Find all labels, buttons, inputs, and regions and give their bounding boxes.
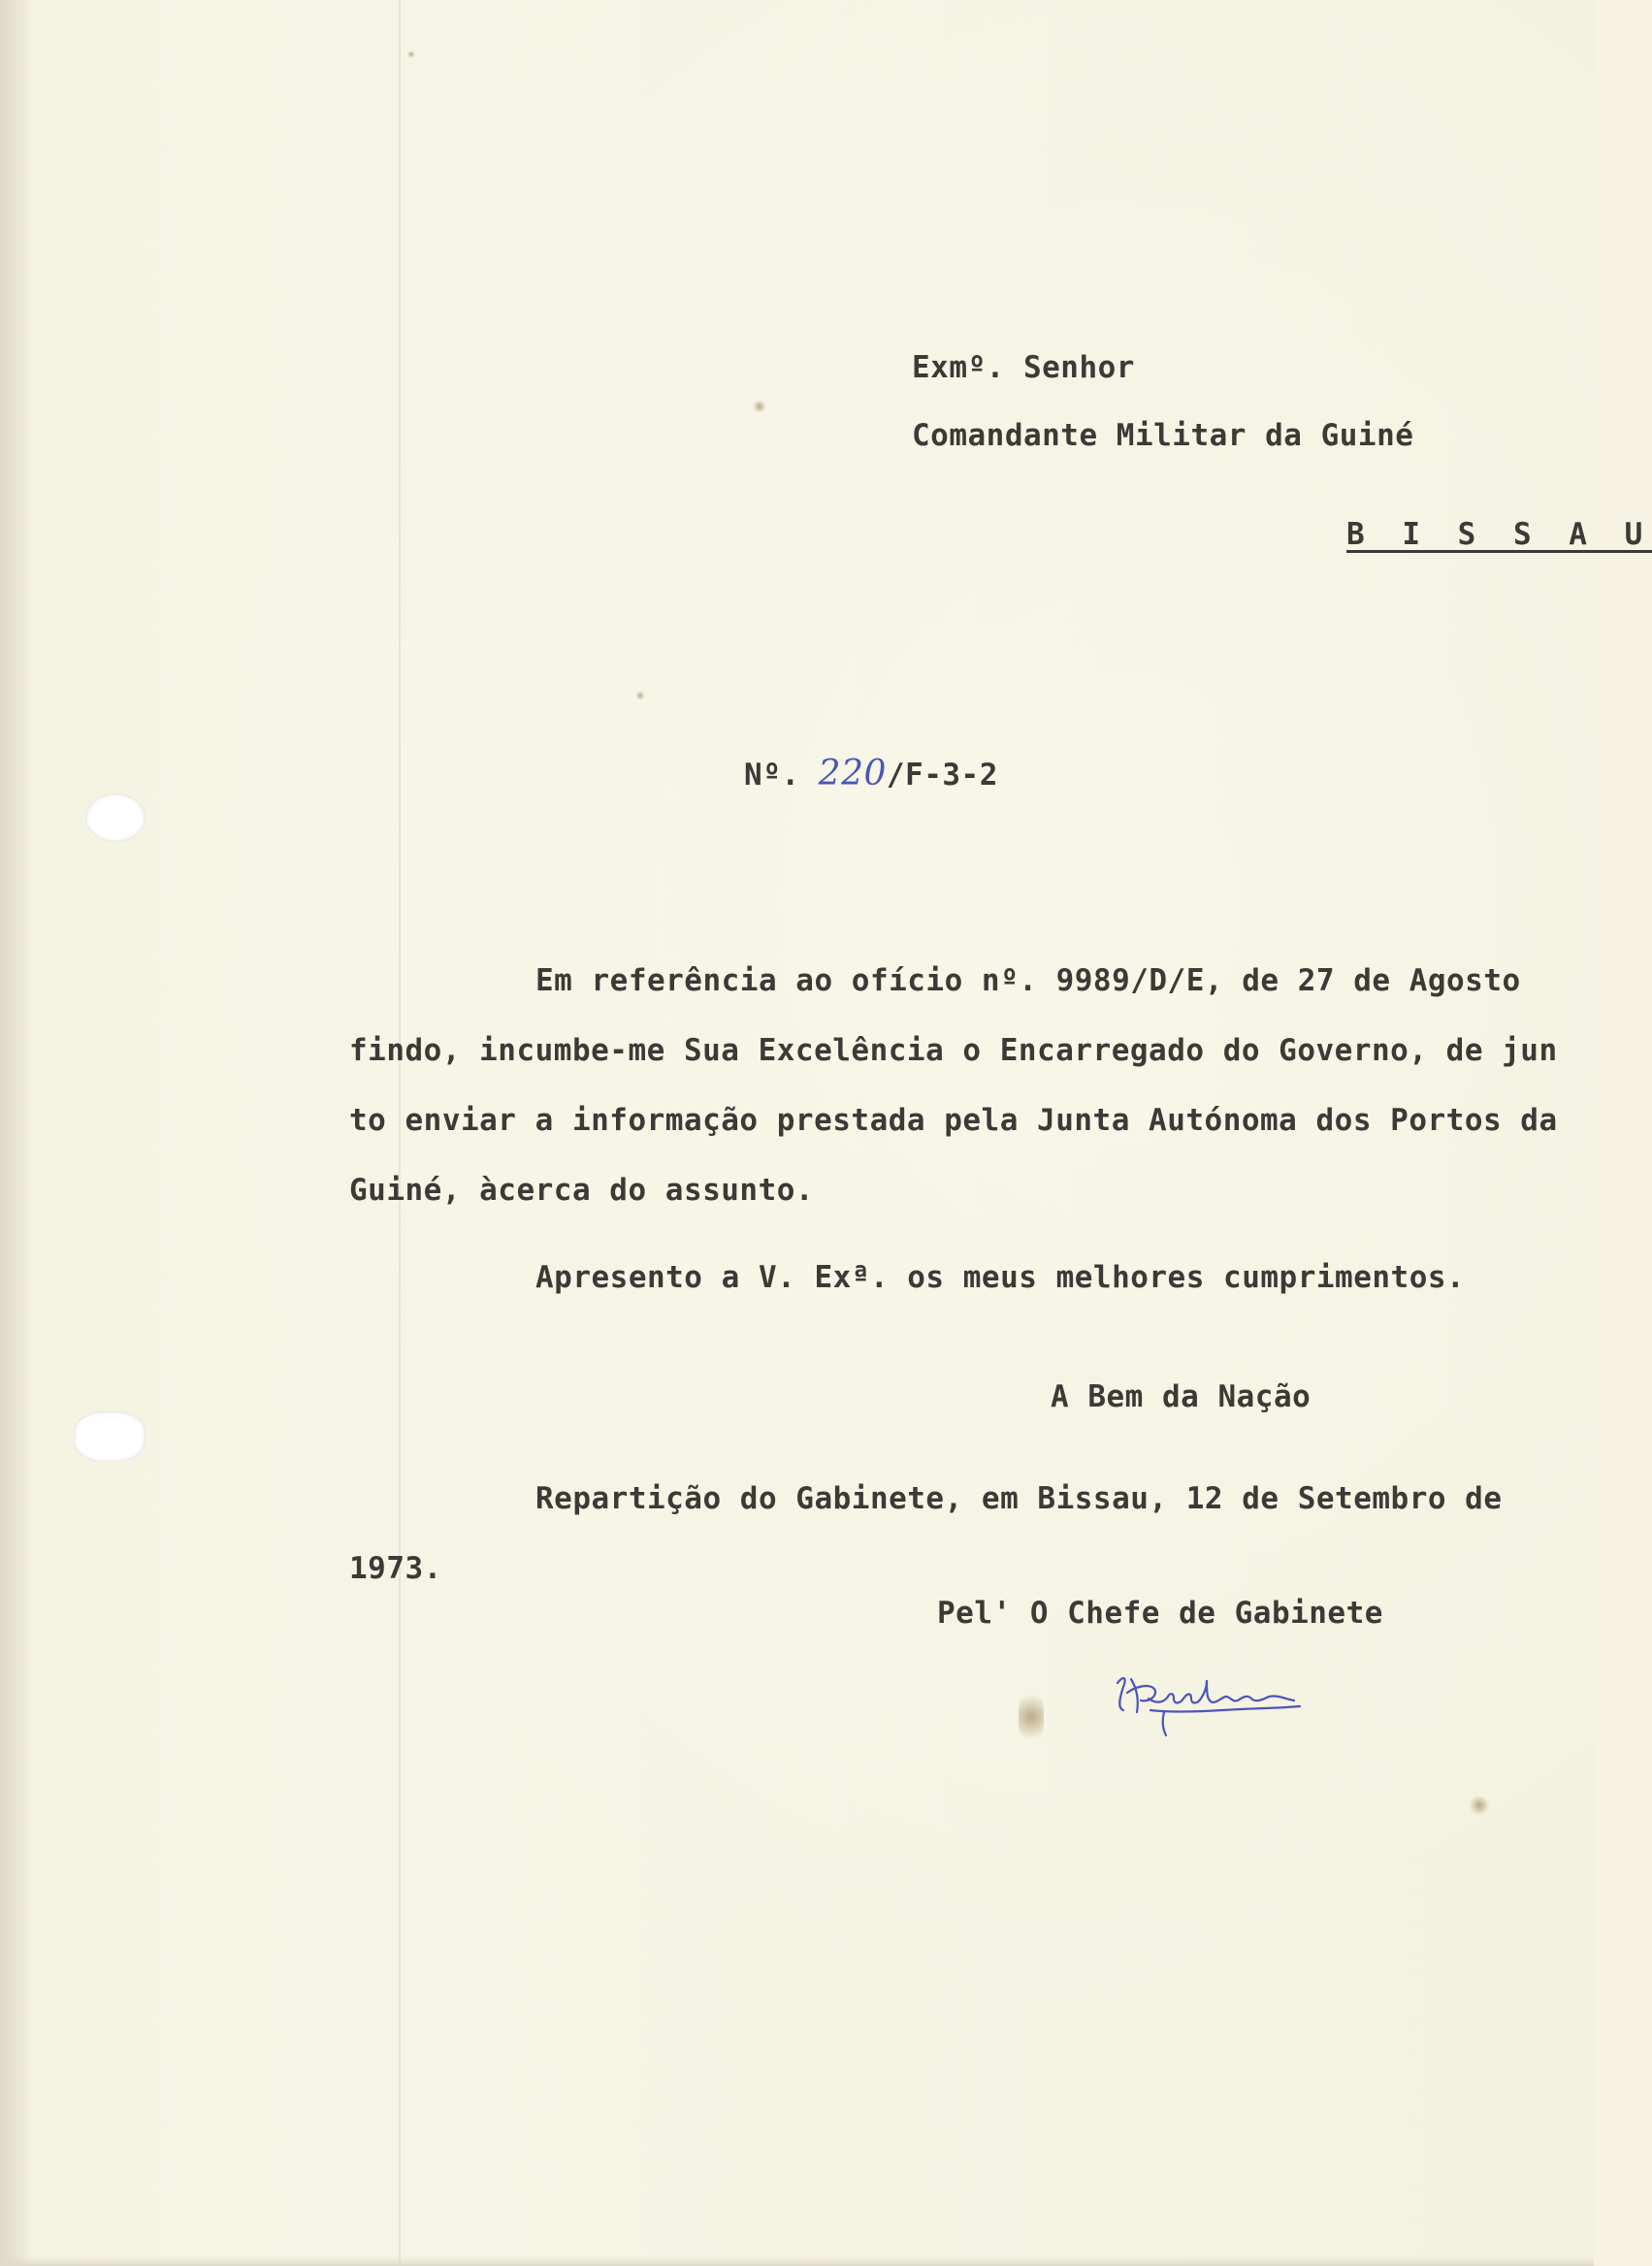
- paper-stain: [1470, 1795, 1489, 1816]
- closing: A Bem da Nação: [1051, 1379, 1312, 1414]
- reference-prefix: Nº.: [744, 758, 800, 793]
- body-line-3: to enviar a informação prestada pela Junta Autónoma dos Portos da: [349, 1103, 1558, 1138]
- paper-edge: [0, 0, 33, 2266]
- body-line-1: Em referência ao ofício nº. 9989/D/E, de 27 de Agosto: [535, 963, 1521, 998]
- body-line-2: findo, incumbe-me Sua Excelência o Encarregado do Governo, de jun: [349, 1033, 1558, 1068]
- body-line-4: Guiné, àcerca do assunto.: [349, 1173, 815, 1208]
- reference-suffix: /F-3-2: [886, 758, 998, 793]
- reference-number: [744, 754, 998, 793]
- punch-hole-bottom: [74, 1411, 146, 1462]
- signatory: Pel' O Chefe de Gabinete: [937, 1596, 1383, 1631]
- greeting-line: Apresento a V. Exª. os meus melhores cumprimentos.: [535, 1260, 1466, 1295]
- paper-stain: [635, 691, 645, 700]
- place-date-line-1: Repartição do Gabinete, em Bissau, 12 de Setembro de: [535, 1481, 1503, 1516]
- handwritten-number: 220: [818, 754, 887, 793]
- punch-hole-top: [85, 793, 146, 842]
- paper-stain: [753, 400, 766, 413]
- paper-stain: [407, 50, 415, 58]
- signature-image: [1106, 1654, 1319, 1741]
- salutation: Exmº. Senhor: [912, 350, 1135, 385]
- paper-stain: [1019, 1688, 1044, 1746]
- paper-bottom-edge: [0, 2256, 1594, 2266]
- recipient: Comandante Militar da Guiné: [912, 418, 1414, 453]
- place-date-line-2: 1973.: [349, 1551, 442, 1586]
- location: B I S S A U: [1346, 517, 1652, 552]
